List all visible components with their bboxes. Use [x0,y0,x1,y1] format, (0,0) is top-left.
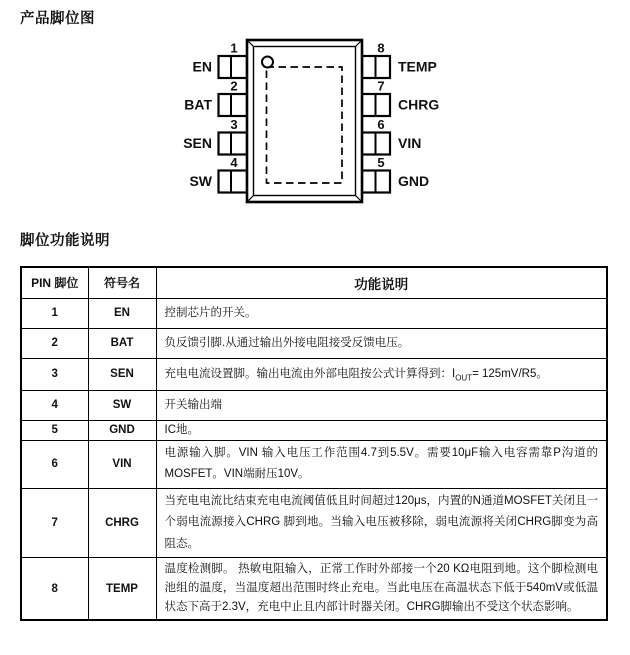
desc-subscript: OUT [455,372,473,382]
pin-label: CHRG [398,96,440,113]
function-desc-cell: 当充电电流比结束充电电流阈值低且时间超过120μs，内置的N通道MOSFET关闭且一个弱电流源接入CHRG 脚到地。当输入电压被移除，弱电流源将关闭CHRG脚变为高阻态。 [156,488,607,558]
pin-6 [362,117,421,155]
pin-label: BAT [184,96,212,113]
pin-number: 3 [230,117,238,132]
symbol-cell: BAT [88,328,156,358]
pin-number: 2 [230,78,238,94]
pin-number-cell: 7 [21,488,88,558]
function-desc-cell: 电源输入脚。VIN 输入电压工作范围4.7到5.5V。需要10μF输入电容需靠P沟道的MOSFET。VIN端耐压10V。 [156,440,607,488]
symbol-cell: GND [88,420,156,440]
function-desc-cell [156,358,607,390]
pin-number-cell: 2 [21,328,88,358]
pin-label: GND [398,173,430,189]
function-desc-cell: 温度检测脚。 热敏电阻输入，正常工作时外部接一个20 KΩ电阻到地。这个脚检测电池组的温度，当温度超出范围时终止充电。当此电压在高温状态下低于540mV或低温状态下高于2.3V，充电中止且内部计时器关闭。CHRG脚输出不受这个状态影响。 [156,558,607,621]
pin-2 [184,79,247,117]
pin-number: 5 [377,155,385,170]
table-header-row [21,267,607,298]
header-pin: PIN 脚位 [21,267,88,298]
header-function: 功能说明 [156,267,607,298]
pin-number: 6 [377,117,385,132]
pin-number-cell: 8 [21,558,88,621]
pin-3 [183,117,247,155]
table-row [21,390,607,420]
pin-number-cell: 1 [21,298,88,328]
section-title: 脚位功能说明 [20,233,110,249]
pin1-marker-icon [262,57,273,68]
function-desc-cell: 负反馈引脚.从通过输出外接电阻接受反馈电压。 [156,328,607,358]
pin-5 [362,155,429,193]
pin-label: VIN [398,135,422,151]
pin-number: 4 [230,155,238,170]
pin-rect [219,56,248,78]
pin-number: 7 [377,78,385,94]
pin-label: TEMP [398,58,437,75]
pin-rect [219,94,248,116]
pin-label: SW [189,173,212,189]
symbol-cell: VIN [88,440,156,488]
table-row [21,420,607,440]
symbol-cell: EN [88,298,156,328]
symbol-cell: SEN [88,358,156,390]
pin-rect [219,171,248,193]
pin-number: 1 [230,40,238,56]
table-row [21,298,607,328]
pin-number-cell: 6 [21,440,88,488]
pin-rect [219,133,248,155]
table-row [21,558,607,621]
header-symbol: 符号名 [88,267,156,298]
function-desc-cell: IC地。 [156,420,607,440]
pin-1 [193,41,247,79]
function-desc-cell: 开关输出端 [156,390,607,420]
pin-number-cell: 3 [21,358,88,390]
pin-label: EN [192,58,212,75]
pin-7 [362,79,439,117]
pin-label: SEN [183,135,212,151]
symbol-cell: TEMP [88,558,156,621]
desc-text: = 125mV/R5。 [472,367,548,380]
symbol-cell: SW [88,390,156,420]
pin-diagram [0,30,630,215]
desc-text: 充电电流设置脚。输出电流由外部电阻按公式计算得到：I [164,367,456,380]
page-title: 产品脚位图 [20,11,95,27]
pin-8 [362,41,437,79]
pin-number-cell: 5 [21,420,88,440]
symbol-cell: CHRG [88,488,156,558]
pin-4 [189,155,247,193]
table-row [21,358,607,390]
pin-function-table [20,266,608,621]
table-row [21,488,607,558]
function-desc-cell: 控制芯片的开关。 [156,298,607,328]
table-row [21,440,607,488]
table-row [21,328,607,358]
pin-number: 8 [377,40,385,56]
pin-number-cell: 4 [21,390,88,420]
